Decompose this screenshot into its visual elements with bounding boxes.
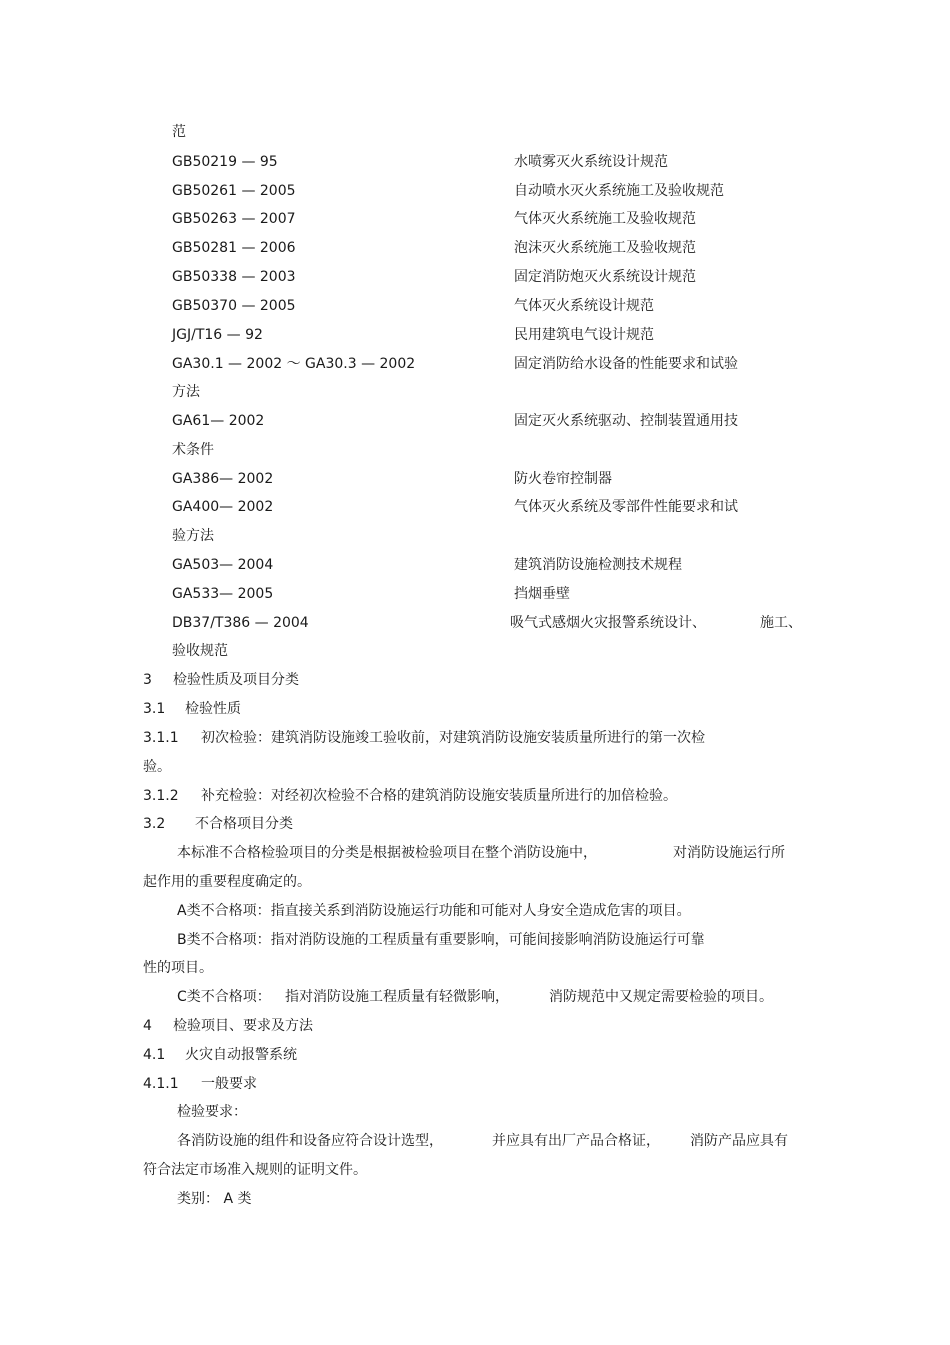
class-b-definition: B类不合格项：指对消防设施的工程质量有重要影响，可能间接影响消防设施运行可靠 [177, 932, 705, 948]
class-b-continuation: 性的项目。 [143, 960, 213, 976]
standard-code: GB50338 — 2003 [172, 269, 296, 285]
standard-title: 气体灭火系统施工及验收规范 [514, 211, 696, 227]
paragraph-text: 本标准不合格检验项目的分类是根据被检验项目在整个消防设施中， [177, 845, 597, 861]
standard-title: 气体灭火系统设计规范 [514, 298, 654, 314]
section-title: 检验性质 [185, 701, 241, 717]
paragraph-continuation: 起作用的重要程度确定的。 [143, 874, 311, 890]
standard-code: GA533— 2005 [172, 586, 274, 602]
standard-code: GB50370 — 2005 [172, 298, 296, 314]
requirement-text: 各消防设施的组件和设备应符合设计选型， [177, 1133, 443, 1149]
standard-title-continuation: 验方法 [172, 528, 214, 544]
section-heading-4-1 [143, 1045, 297, 1065]
section-number: 3.1 [143, 701, 166, 717]
section-heading-3-2 [143, 814, 293, 834]
standard-code: JGJ/T16 — 92 [172, 327, 263, 343]
clause-3-1-2 [143, 786, 677, 806]
standard-title: 泡沫灭火系统施工及验收规范 [514, 240, 696, 256]
standard-code: GA61— 2002 [172, 413, 265, 429]
section-title: 不合格项目分类 [195, 816, 293, 832]
standard-title-part2: 施工、 [760, 615, 802, 631]
standard-title: 固定灭火系统驱动、控制装置通用技 [514, 413, 738, 429]
requirement-text-part3: 消防产品应具有 [690, 1133, 788, 1149]
standard-title: 建筑消防设施检测技术规程 [514, 557, 682, 573]
standard-code: GB50263 — 2007 [172, 211, 296, 227]
section-title: 检验性质及项目分类 [173, 672, 299, 688]
standard-title-continuation: 方法 [172, 384, 200, 400]
section-heading-4-1-1 [143, 1074, 257, 1094]
standard-code: GA503— 2004 [172, 557, 274, 573]
standard-title-continuation: 术条件 [172, 442, 214, 458]
clause-text: 初次检验：建筑消防设施竣工验收前，对建筑消防设施安装质量所进行的第一次检 [201, 730, 705, 746]
section-heading-3-1 [143, 699, 241, 719]
clause-continuation: 验。 [143, 759, 171, 775]
section-heading-4 [143, 1016, 313, 1036]
class-c-label: C类不合格项： [177, 989, 271, 1005]
standard-code: GA386— 2002 [172, 471, 274, 487]
section-number: 4.1.1 [143, 1076, 179, 1092]
standard-code: GB50261 — 2005 [172, 183, 296, 199]
section-title: 一般要求 [201, 1076, 257, 1092]
standard-code: GA400— 2002 [172, 499, 274, 515]
standard-title: 固定消防炮灭火系统设计规范 [514, 269, 696, 285]
standard-title: 气体灭火系统及零部件性能要求和试 [514, 499, 738, 515]
standard-code: GB50219 — 95 [172, 154, 278, 170]
clause-3-1-1 [143, 728, 705, 748]
standard-title: 固定消防给水设备的性能要求和试验 [514, 356, 738, 372]
section-number: 3 [143, 672, 152, 688]
section-title: 检验项目、要求及方法 [173, 1018, 313, 1034]
standard-title: 民用建筑电气设计规范 [514, 327, 654, 343]
standards-continuation: 范 [172, 124, 186, 140]
standard-title: 吸气式感烟火灾报警系统设计、 [510, 615, 706, 631]
standard-code: GA30.1 — 2002 ～ GA30.3 — 2002 [172, 356, 416, 372]
category-text: 类别： A 类 [177, 1191, 252, 1207]
requirement-label: 检验要求： [177, 1104, 247, 1120]
standard-title: 水喷雾灭火系统设计规范 [514, 154, 668, 170]
standard-code: DB37/T386 — 2004 [172, 615, 309, 631]
section-number: 3.2 [143, 816, 166, 832]
section-title: 火灾自动报警系统 [185, 1047, 297, 1063]
section-number: 3.1.2 [143, 788, 179, 804]
clause-text: 补充检验：对经初次检验不合格的建筑消防设施安装质量所进行的加倍检验。 [201, 788, 677, 804]
standard-title: 自动喷水灭火系统施工及验收规范 [514, 183, 724, 199]
standard-code: GB50281 — 2006 [172, 240, 296, 256]
requirement-text-part2: 并应具有出厂产品合格证， [492, 1133, 660, 1149]
class-c-definition-part2: 消防规范中又规定需要检验的项目。 [549, 989, 773, 1005]
paragraph-text-part2: 对消防设施运行所 [673, 845, 785, 861]
section-heading-3 [143, 670, 299, 690]
section-number: 4 [143, 1018, 152, 1034]
section-number: 4.1 [143, 1047, 166, 1063]
standard-title: 防火卷帘控制器 [514, 471, 612, 487]
standard-title: 挡烟垂壁 [514, 586, 570, 602]
section-number: 3.1.1 [143, 730, 179, 746]
requirement-continuation: 符合法定市场准入规则的证明文件。 [143, 1162, 367, 1178]
class-c-definition: 指对消防设施工程质量有轻微影响， [285, 989, 509, 1005]
standard-title-continuation: 验收规范 [172, 643, 228, 659]
class-a-definition: A类不合格项：指直接关系到消防设施运行功能和可能对人身安全造成危害的项目。 [177, 903, 691, 919]
